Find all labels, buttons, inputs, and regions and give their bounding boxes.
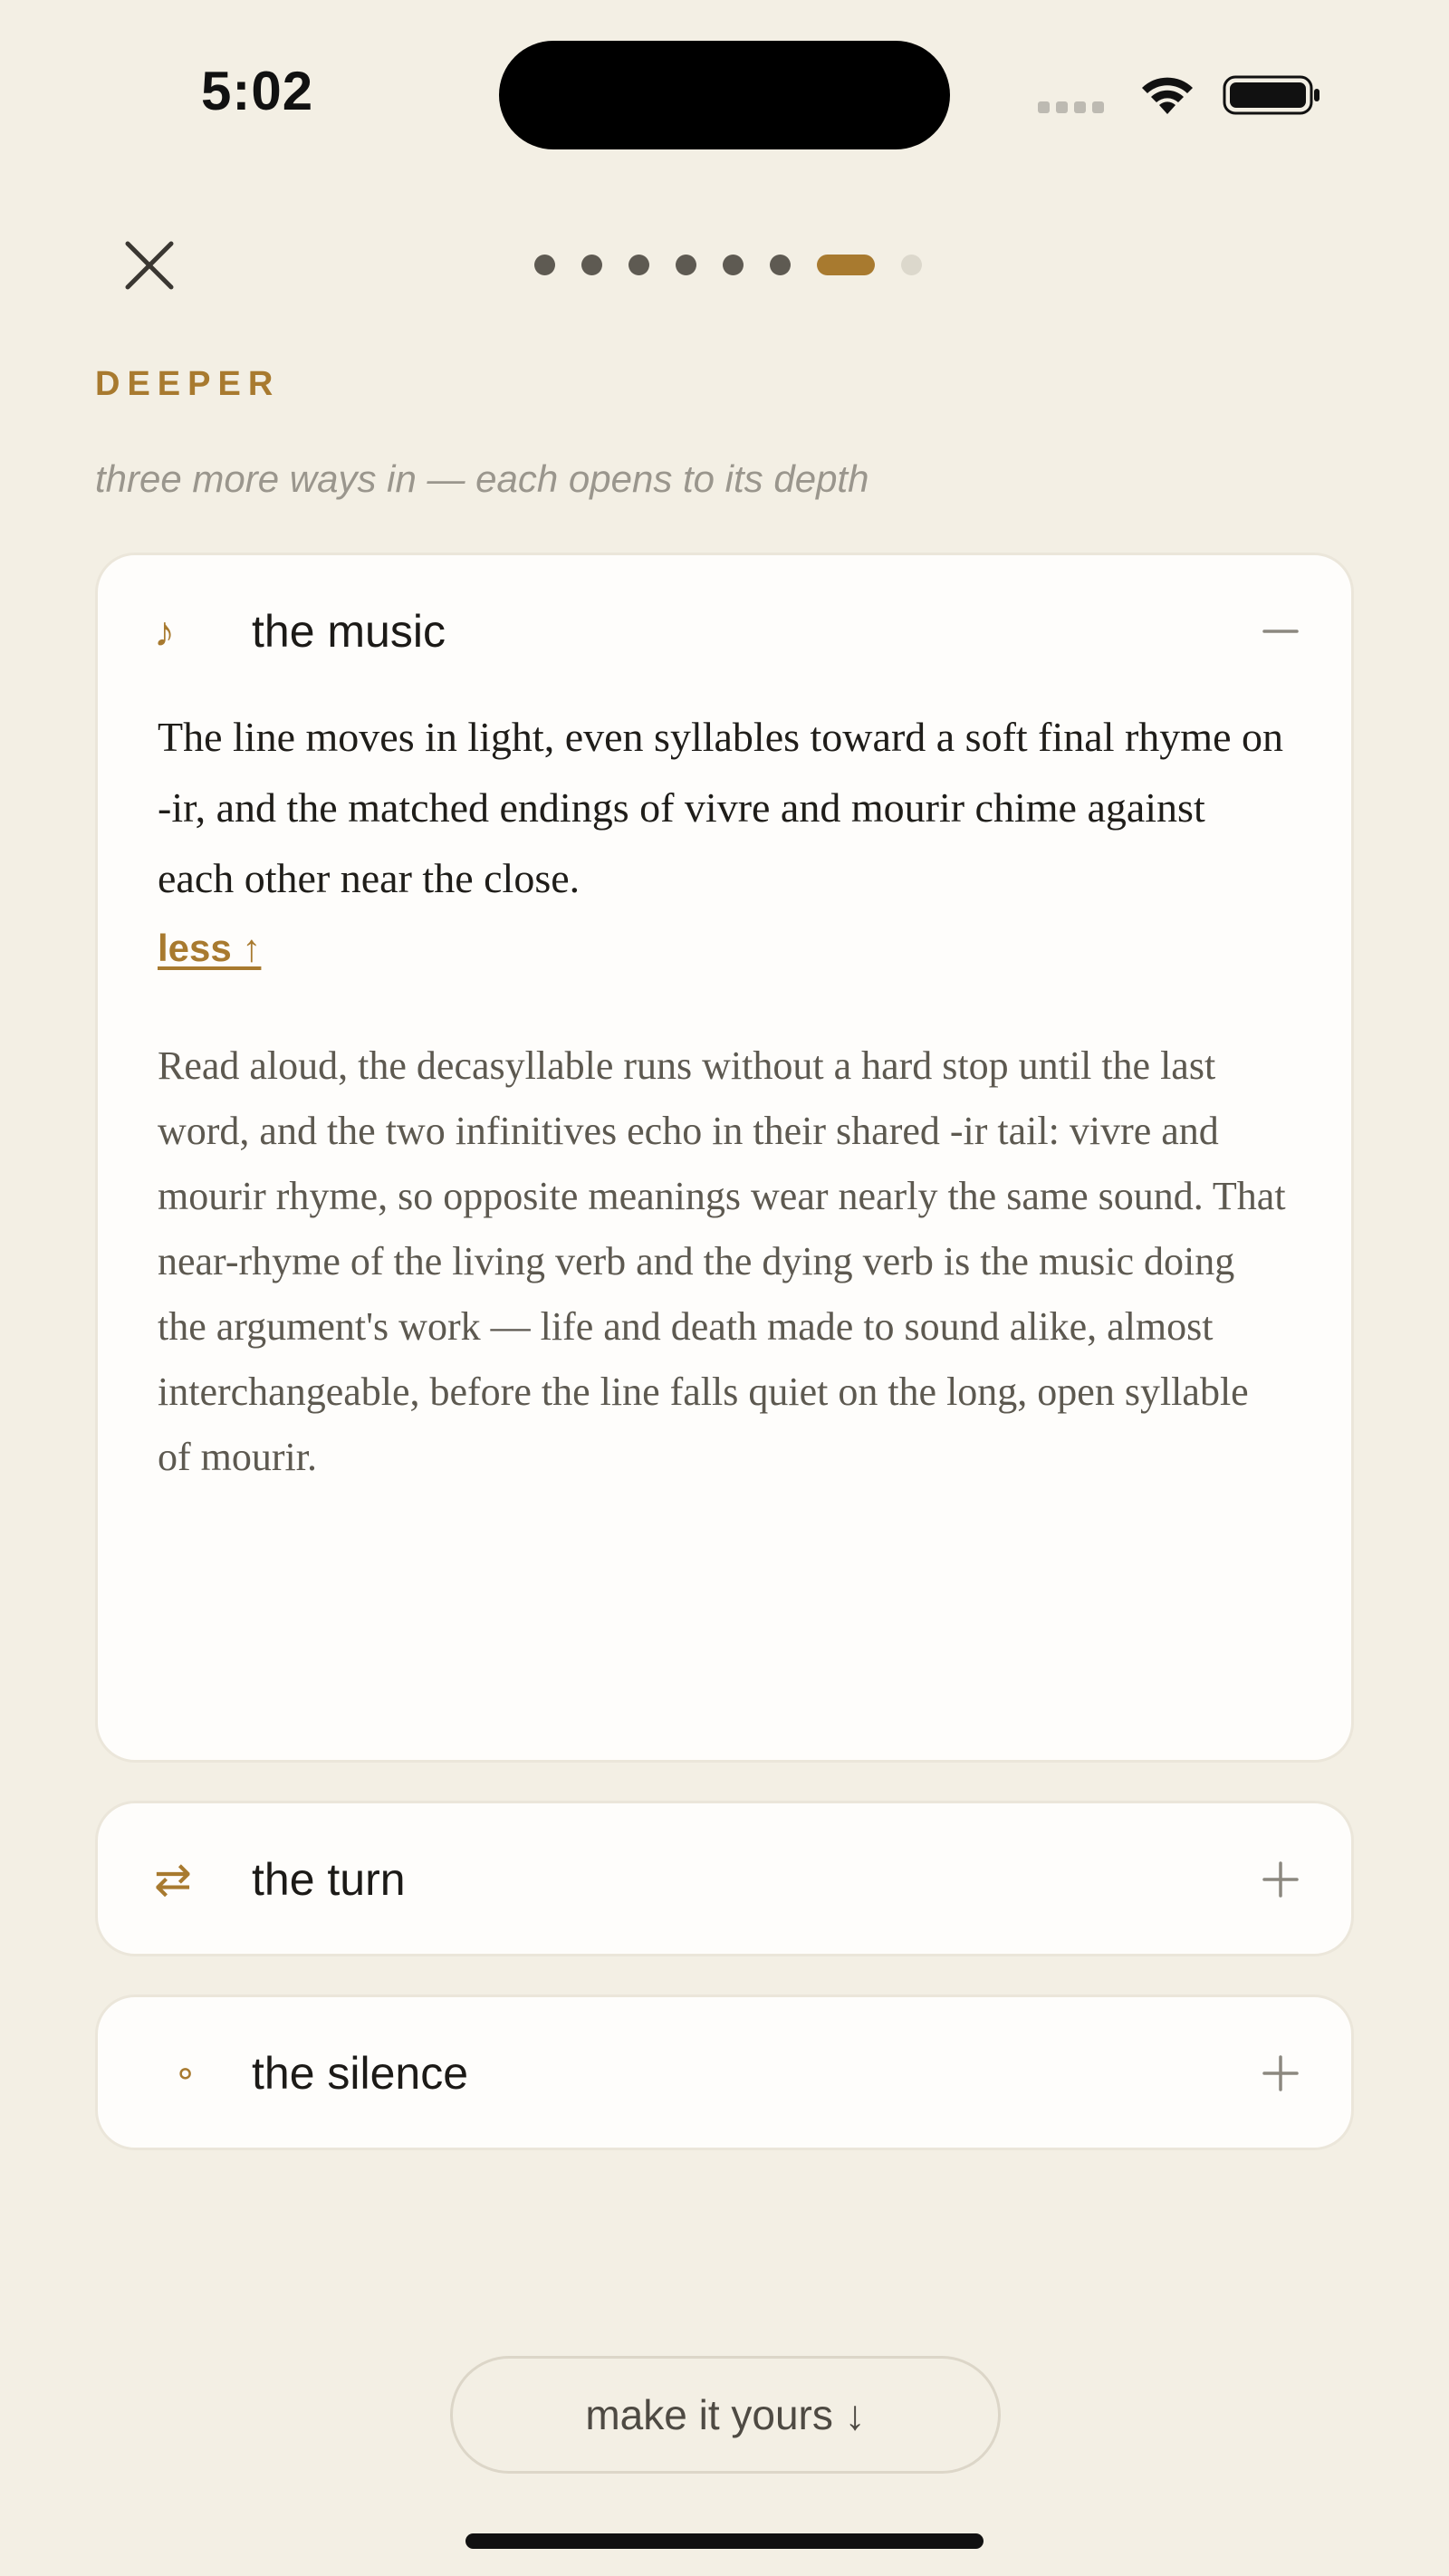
less-link[interactable]: less ↑ (158, 927, 262, 969)
card-detail-text: Read aloud, the decasyllable runs without a hard stop until the last word, and the two infinitives echo in their shared -ir tail: vivre and mourir rhyme, so opposite meanings wear nearly the same sound. That near-rhyme of the living verb and the dying verb is the music doing the argument's work — life and death made to sound alike, almost interchangeable, before the line falls quiet on the long, open syllable of mourir. (158, 1043, 1286, 1479)
card-the-music (95, 553, 1354, 1763)
progress-dot (581, 255, 602, 275)
card-header-the-silence[interactable] (98, 1997, 1351, 2149)
card-title: the turn (252, 1854, 406, 1905)
music-note-icon: ♪ (154, 608, 175, 655)
close-icon (124, 240, 175, 291)
cellular-signal-icon (1038, 101, 1104, 113)
dynamic-island (499, 41, 950, 149)
section-subtitle: three more ways in — each opens to its depth (95, 457, 869, 500)
progress-dot-current (817, 255, 875, 275)
card-title: the music (252, 606, 446, 657)
status-time: 5:02 (201, 61, 314, 121)
small-circle-icon: ∘ (174, 2053, 197, 2093)
home-indicator (465, 2533, 984, 2549)
step-progress-indicator (534, 253, 922, 276)
close-button[interactable] (118, 234, 181, 297)
card-body (98, 702, 1351, 1490)
card-the-turn[interactable] (95, 1801, 1354, 1956)
collapse-icon[interactable] (1261, 611, 1300, 651)
progress-dot (676, 255, 696, 275)
card-lead-text: The line moves in light, even syllables toward a soft final rhyme on -ir, and the matched endings of vivre and mourir chime against each other near the close. (158, 714, 1283, 901)
progress-dot (770, 255, 791, 275)
make-it-yours-button[interactable]: make it yours ↓ (450, 2356, 1001, 2474)
expand-icon[interactable] (1261, 2053, 1300, 2093)
swap-arrows-icon: ⇄ (154, 1854, 192, 1905)
expand-icon[interactable] (1261, 1860, 1300, 1899)
progress-dot (901, 255, 922, 275)
progress-dot (629, 255, 649, 275)
progress-dot (723, 255, 744, 275)
progress-dot (534, 255, 555, 275)
card-title: the silence (252, 2048, 469, 2099)
card-header-the-music[interactable] (98, 555, 1351, 707)
wifi-icon (1139, 74, 1195, 116)
battery-icon (1223, 74, 1322, 116)
card-header-the-turn[interactable] (98, 1803, 1351, 1956)
section-label: DEEPER (95, 365, 281, 403)
card-the-silence[interactable] (95, 1994, 1354, 2150)
